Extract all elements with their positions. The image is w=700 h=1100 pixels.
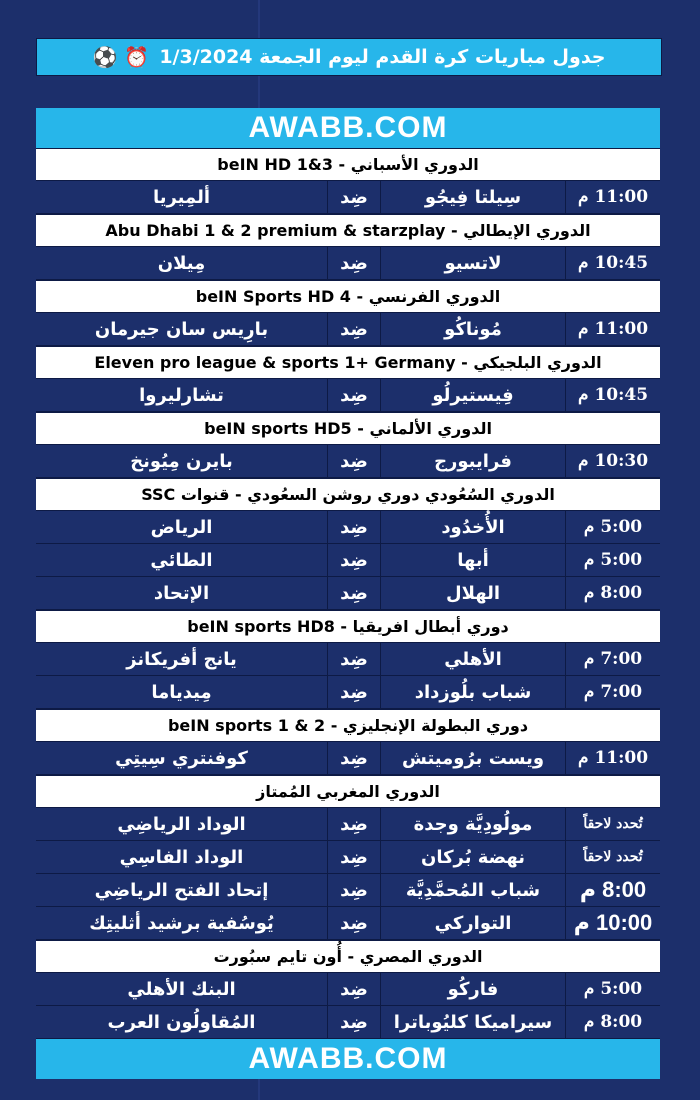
- match-time: 11:00 م: [565, 313, 660, 345]
- match-row: [36, 1006, 660, 1039]
- versus-label: ضِد: [327, 1006, 380, 1038]
- versus-label: ضِد: [327, 511, 380, 543]
- away-team: كوفنتري سِيتِي: [36, 742, 327, 774]
- away-team: البنك الأهلي: [36, 973, 327, 1005]
- versus-label: ضِد: [327, 445, 380, 477]
- league-header: دوري أبطال افريقيا - beIN sports HD8: [36, 610, 660, 643]
- league-header: الدوري السُعُودي دوري روشن السعُودي - قنوات SSC: [36, 478, 660, 511]
- home-team: مولُودِيَّة وجدة: [380, 808, 565, 840]
- match-time: 10:00 م: [565, 907, 660, 939]
- versus-label: ضِد: [327, 676, 380, 708]
- home-team: الهلال: [380, 577, 565, 609]
- match-time: 5:00 م: [565, 544, 660, 576]
- away-team: الرياض: [36, 511, 327, 543]
- home-team: ويست برُوميتش: [380, 742, 565, 774]
- league-header: دوري البطولة الإنجليزي - beIN sports 1 & 2: [36, 709, 660, 742]
- match-time: 5:00 م: [565, 511, 660, 543]
- home-team: شباب المُحمَّدِيَّة: [380, 874, 565, 906]
- versus-label: ضِد: [327, 907, 380, 939]
- page-title: جدول مباريات كرة القدم ليوم الجمعة 1/3/2024: [159, 46, 606, 68]
- site-banner-bottom: AWABB.COM: [36, 1039, 660, 1079]
- home-team: فاركُو: [380, 973, 565, 1005]
- match-time: 7:00 م: [565, 676, 660, 708]
- away-team: ألمِيريا: [36, 181, 327, 213]
- match-row: [36, 247, 660, 280]
- match-row: [36, 676, 660, 709]
- versus-label: ضِد: [327, 742, 380, 774]
- match-row: [36, 379, 660, 412]
- league-header: الدوري الأسباني - beIN HD 1&3: [36, 148, 660, 181]
- match-row: [36, 313, 660, 346]
- home-team: شباب بلُوزداد: [380, 676, 565, 708]
- home-team: فِيستيرلُو: [380, 379, 565, 411]
- match-row: [36, 742, 660, 775]
- away-team: المُقاولُون العرب: [36, 1006, 327, 1038]
- versus-label: ضِد: [327, 247, 380, 279]
- home-team: الأُخدُود: [380, 511, 565, 543]
- schedule-table: [36, 108, 660, 1079]
- home-team: التواركي: [380, 907, 565, 939]
- ball-clock-icon: ⚽ ⏰: [92, 45, 150, 69]
- away-team: الإتحاد: [36, 577, 327, 609]
- versus-label: ضِد: [327, 973, 380, 1005]
- versus-label: ضِد: [327, 379, 380, 411]
- league-header: الدوري البلجيكي - Eleven pro league & sports 1+ Germany: [36, 346, 660, 379]
- match-time: 10:30 م: [565, 445, 660, 477]
- match-time: 11:00 م: [565, 742, 660, 774]
- home-team: سِيلتا فِيجُو: [380, 181, 565, 213]
- site-banner-top: AWABB.COM: [36, 108, 660, 148]
- match-time: 10:45 م: [565, 379, 660, 411]
- versus-label: ضِد: [327, 874, 380, 906]
- away-team: مِيلان: [36, 247, 327, 279]
- league-header: الدوري المصري - أُون تايم سبُورت: [36, 940, 660, 973]
- away-team: الوداد الفاسِي: [36, 841, 327, 873]
- home-team: الأهلي: [380, 643, 565, 675]
- match-row: [36, 907, 660, 940]
- versus-label: ضِد: [327, 577, 380, 609]
- match-row: [36, 511, 660, 544]
- away-team: الوداد الرياضِي: [36, 808, 327, 840]
- match-time: تُحدد لاحقاً: [565, 808, 660, 840]
- away-team: الطائي: [36, 544, 327, 576]
- league-header: الدوري المغربي المُمتاز: [36, 775, 660, 808]
- match-time: تُحدد لاحقاً: [565, 841, 660, 873]
- match-time: 10:45 م: [565, 247, 660, 279]
- match-time: 8:00 م: [565, 874, 660, 906]
- match-row: [36, 874, 660, 907]
- away-team: بارِيس سان جيرمان: [36, 313, 327, 345]
- page-title-bar: [36, 38, 662, 76]
- home-team: فرايبورج: [380, 445, 565, 477]
- away-team: يانج أفريكانز: [36, 643, 327, 675]
- away-team: بايرن مِيُونخ: [36, 445, 327, 477]
- versus-label: ضِد: [327, 841, 380, 873]
- league-header: الدوري الإيطالي - Abu Dhabi 1 & 2 premium & starzplay: [36, 214, 660, 247]
- league-header: الدوري الألماني - beIN sports HD5: [36, 412, 660, 445]
- match-row: [36, 841, 660, 874]
- versus-label: ضِد: [327, 313, 380, 345]
- versus-label: ضِد: [327, 181, 380, 213]
- away-team: إتحاد الفتح الرياضِي: [36, 874, 327, 906]
- home-team: لاتسيو: [380, 247, 565, 279]
- match-time: 11:00 م: [565, 181, 660, 213]
- match-row: [36, 445, 660, 478]
- away-team: تشارليروا: [36, 379, 327, 411]
- match-row: [36, 808, 660, 841]
- home-team: نهضة بُركان: [380, 841, 565, 873]
- match-row: [36, 544, 660, 577]
- match-row: [36, 643, 660, 676]
- away-team: مِيدياما: [36, 676, 327, 708]
- match-row: [36, 973, 660, 1006]
- match-time: 8:00 م: [565, 577, 660, 609]
- match-time: 5:00 م: [565, 973, 660, 1005]
- home-team: أبها: [380, 544, 565, 576]
- versus-label: ضِد: [327, 808, 380, 840]
- away-team: يُوسُفية برشيد أثليتِك: [36, 907, 327, 939]
- match-row: [36, 577, 660, 610]
- match-time: 8:00 م: [565, 1006, 660, 1038]
- league-header: الدوري الفرنسي - beIN Sports HD 4: [36, 280, 660, 313]
- home-team: سيراميكا كليُوباترا: [380, 1006, 565, 1038]
- versus-label: ضِد: [327, 544, 380, 576]
- home-team: مُوناكُو: [380, 313, 565, 345]
- match-time: 7:00 م: [565, 643, 660, 675]
- versus-label: ضِد: [327, 643, 380, 675]
- match-row: [36, 181, 660, 214]
